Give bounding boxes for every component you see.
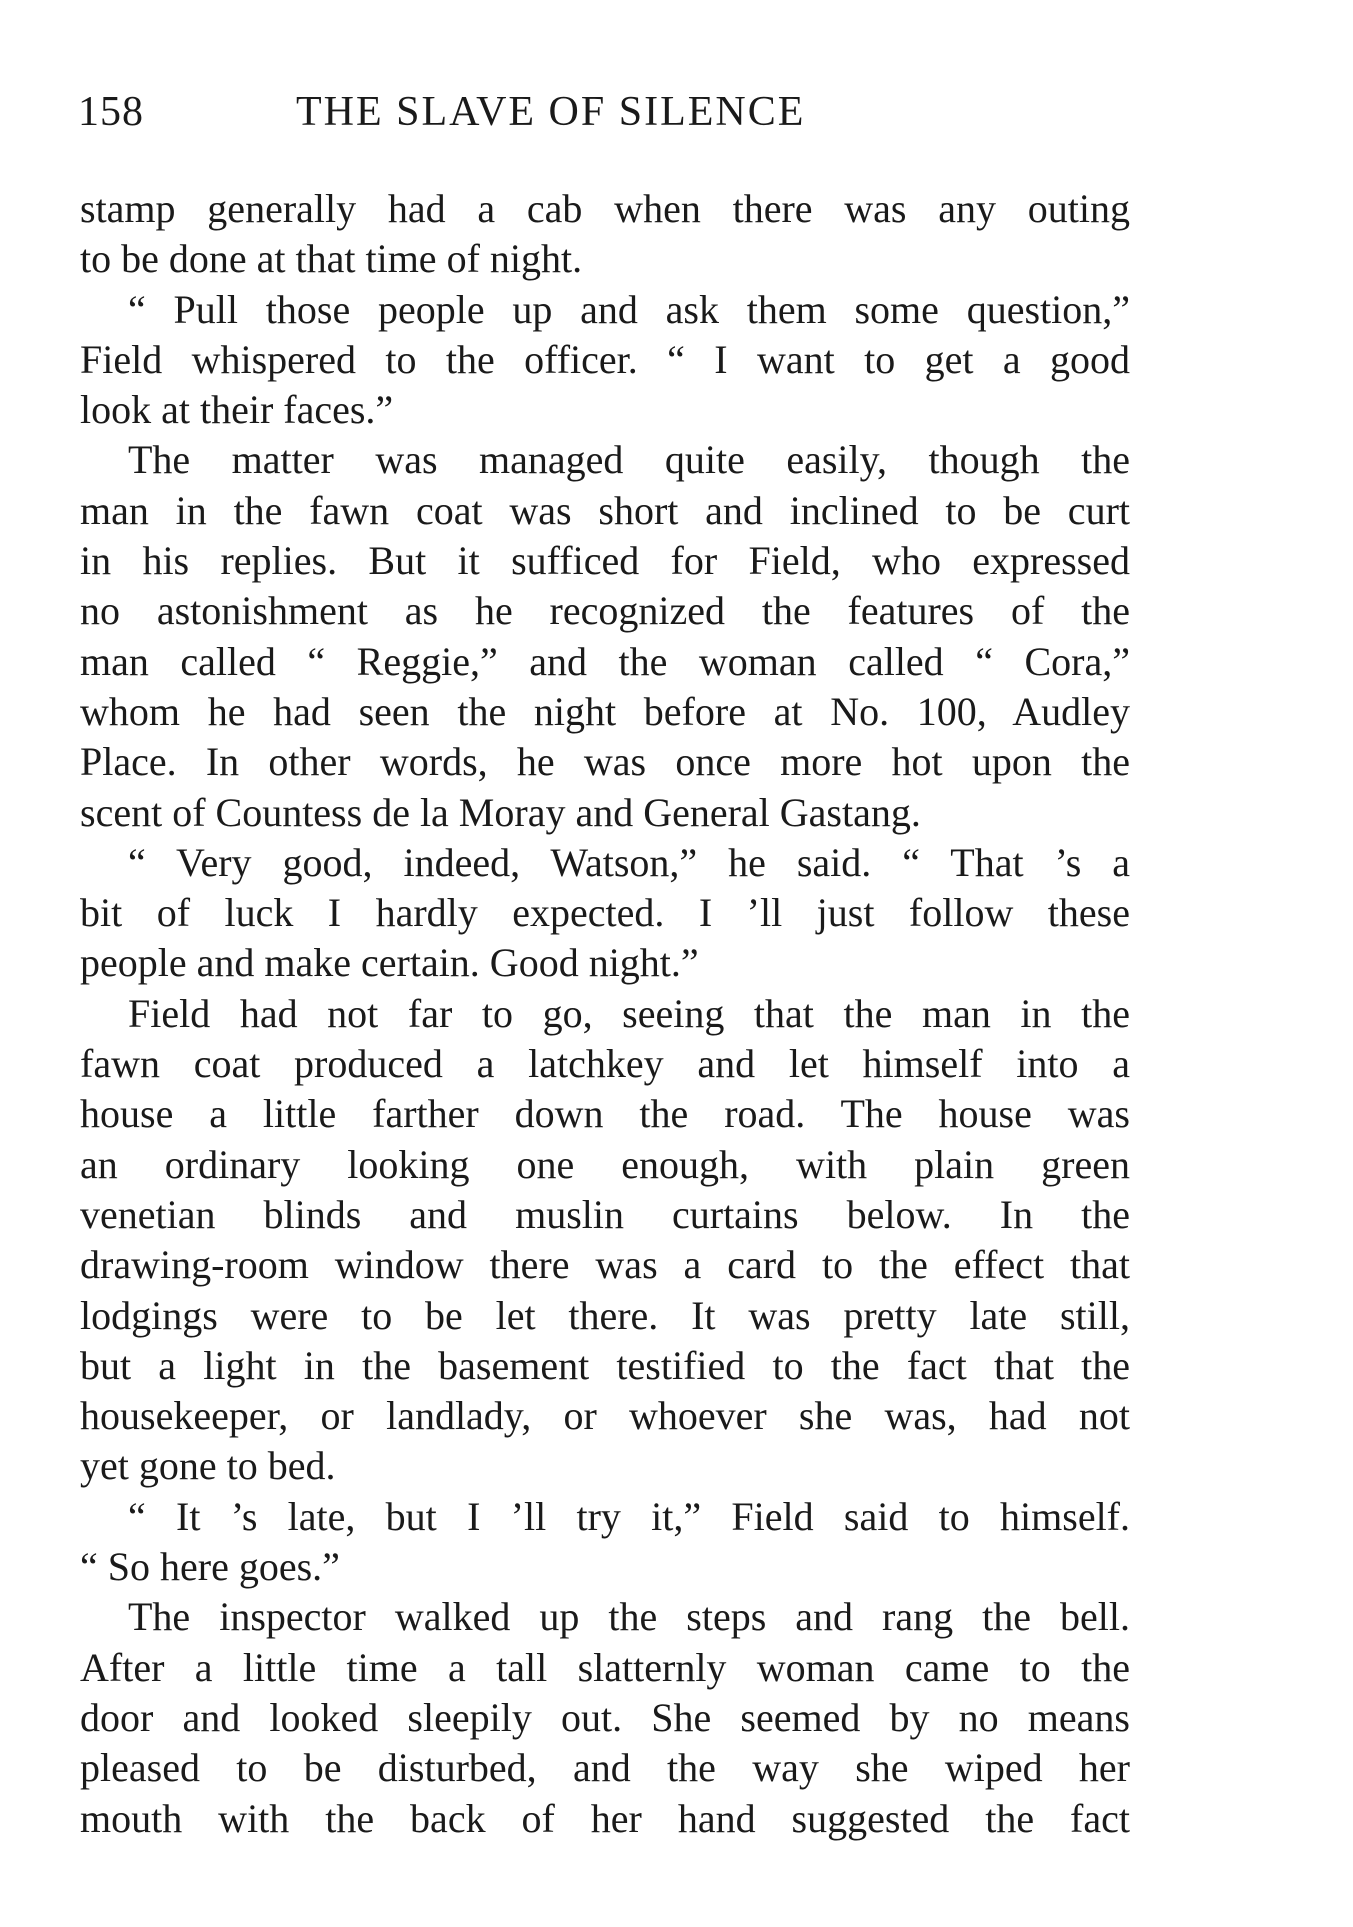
- text-line: venetian blinds and muslin curtains below. In the: [80, 1191, 1130, 1237]
- text-line: mouth with the back of her hand suggested the fact: [80, 1795, 1130, 1841]
- text-line: Place. In other words, he was once more hot upon the: [80, 739, 1130, 785]
- text-line: to be done at that time of night.: [80, 236, 583, 282]
- text-line: “ Pull those people up and ask them some question,”: [128, 286, 1130, 332]
- text-line: housekeeper, or landlady, or whoever she was, had not: [80, 1393, 1130, 1439]
- text-line: Field had not far to go, seeing that the man in the: [128, 990, 1130, 1036]
- text-line: “ Very good, indeed, Watson,” he said. “ That ’s a: [128, 839, 1130, 885]
- page-number: 158: [78, 89, 144, 135]
- text-line: stamp generally had a cab when there was any outing: [80, 186, 1130, 231]
- running-title: THE SLAVE OF SILENCE: [296, 89, 806, 135]
- text-line: house a little farther down the road. The house was: [80, 1091, 1130, 1137]
- text-line: but a light in the basement testified to the fact that the: [80, 1342, 1130, 1388]
- text-line: man in the fawn coat was short and inclined to be curt: [80, 487, 1130, 533]
- text-line: “ It ’s late, but I ’ll try it,” Field said to himself.: [128, 1493, 1130, 1539]
- text-line: an ordinary looking one enough, with plain green: [80, 1141, 1130, 1187]
- body-text: [80, 184, 1130, 1844]
- text-line: man called “ Reggie,” and the woman called “ Cora,”: [80, 638, 1130, 684]
- text-line: no astonishment as he recognized the features of the: [80, 588, 1130, 634]
- running-head: [78, 88, 1138, 148]
- text-line: “ So here goes.”: [80, 1544, 340, 1590]
- text-line: yet gone to bed.: [80, 1443, 336, 1489]
- text-line: The matter was managed quite easily, though the: [128, 437, 1130, 483]
- text-line: people and make certain. Good night.”: [80, 940, 699, 986]
- text-line: whom he had seen the night before at No. 100, Audley: [80, 688, 1130, 734]
- text-line: After a little time a tall slatternly woman came to the: [80, 1644, 1130, 1690]
- text-line: door and looked sleepily out. She seemed by no means: [80, 1694, 1130, 1740]
- text-line: fawn coat produced a latchkey and let himself into a: [80, 1041, 1130, 1087]
- text-line: scent of Countess de la Moray and General Gastang.: [80, 789, 921, 835]
- text-line: Field whispered to the officer. “ I want to get a good: [80, 336, 1130, 382]
- text-line: drawing-room window there was a card to the effect that: [80, 1242, 1130, 1288]
- text-line: look at their faces.”: [80, 387, 394, 433]
- text-line: in his replies. But it sufficed for Field, who expressed: [80, 538, 1130, 584]
- text-line: The inspector walked up the steps and rang the bell.: [128, 1594, 1130, 1640]
- text-line: bit of luck I hardly expected. I ’ll just follow these: [80, 890, 1130, 936]
- text-line: lodgings were to be let there. It was pretty late still,: [80, 1292, 1130, 1338]
- text-line: pleased to be disturbed, and the way she wiped her: [80, 1745, 1130, 1791]
